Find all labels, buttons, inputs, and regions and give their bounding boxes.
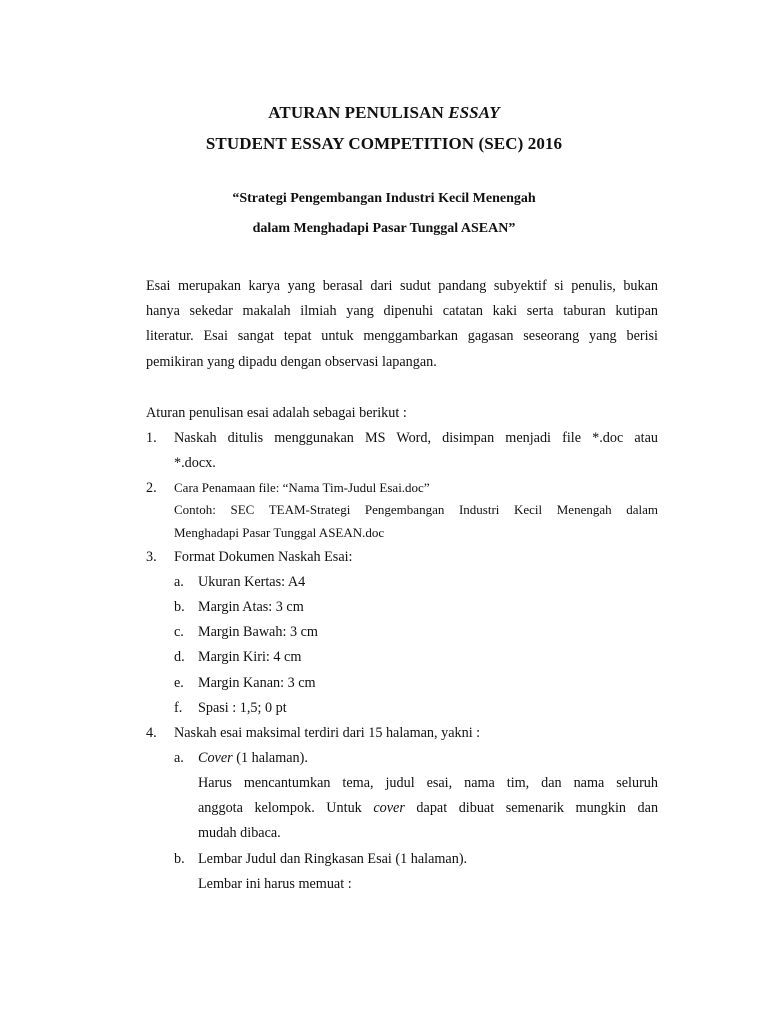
intro-line-1: Esai merupakan karya yang berasal dari sudut pandang subyektif si penulis, bukan [146,278,658,294]
rule-4-number: 4. [146,725,157,741]
rule-4-text: Naskah esai maksimal terdiri dari 15 halaman, yakni : [174,725,481,741]
rule-2-line-1: Cara Penamaan file: “Nama Tim-Judul Esai.doc” [174,480,430,495]
rule-3e-number: e. [174,675,184,691]
rule-4b-text: Lembar Judul dan Ringkasan Esai (1 halaman). [198,851,468,867]
intro-line-4: pemikiran yang dipadu dengan observasi lapangan. [146,354,437,370]
rule-3c-text: Margin Bawah: 3 cm [198,624,318,640]
theme-line-2: dalam Menghadapi Pasar Tunggal ASEAN” [252,221,516,236]
intro-line-2: hanya sekedar makalah ilmiah yang dipenuhi catatan kaki serta taburan kutipan [146,303,658,319]
rule-1-line-1: Naskah ditulis menggunakan MS Word, disimpan menjadi file *.doc atau [174,430,658,446]
rule-4b-desc: Lembar ini harus memuat : [198,876,352,892]
rule-3-text: Format Dokumen Naskah Esai: [174,549,353,565]
rules-intro: Aturan penulisan esai adalah sebagai berikut : [146,405,407,421]
theme-line-1: “Strategi Pengembangan Industri Kecil Menengah [232,191,536,206]
rule-3d-number: d. [174,649,185,665]
rule-3d-text: Margin Kiri: 4 cm [198,649,302,665]
rule-3c-number: c. [174,624,184,640]
rule-4b-number: b. [174,851,185,867]
rule-4a-text: Cover (1 halaman). [198,750,308,766]
rule-2-line-3: Menghadapi Pasar Tunggal ASEAN.doc [174,525,385,540]
intro-line-3: literatur. Esai sangat tepat untuk menggambarkan gagasan seseorang yang berisi [146,328,658,344]
rule-1-line-2: *.docx. [174,455,216,471]
rule-2-line-2: Contoh: SEC TEAM-Strategi Pengembangan Industri Kecil Menengah dalam [174,502,658,517]
rule-3a-text: Ukuran Kertas: A4 [198,574,306,590]
rule-3a-number: a. [174,574,184,590]
competition-title: STUDENT ESSAY COMPETITION (SEC) 2016 [205,134,563,153]
rule-4a-desc-1: Harus mencantumkan tema, judul esai, nama tim, dan nama seluruh [198,775,658,791]
rule-3f-text: Spasi : 1,5; 0 pt [198,700,287,716]
rule-1-number: 1. [146,430,157,446]
rule-4a-desc-3: mudah dibaca. [198,825,281,841]
rule-3e-text: Margin Kanan: 3 cm [198,675,316,691]
rule-3b-number: b. [174,599,185,615]
rule-2-number: 2. [146,480,157,496]
rule-3b-text: Margin Atas: 3 cm [198,599,304,615]
document-title: ATURAN PENULISAN ESSAY [268,103,500,122]
rule-3f-number: f. [174,700,183,716]
rule-4a-desc-2: anggota kelompok. Untuk cover dapat dibuat semenarik mungkin dan [198,800,659,816]
rule-3-number: 3. [146,549,157,565]
rule-4a-number: a. [174,750,184,766]
rule-4a-italic: Cover [198,750,233,766]
title-italic-word: ESSAY [448,103,500,122]
